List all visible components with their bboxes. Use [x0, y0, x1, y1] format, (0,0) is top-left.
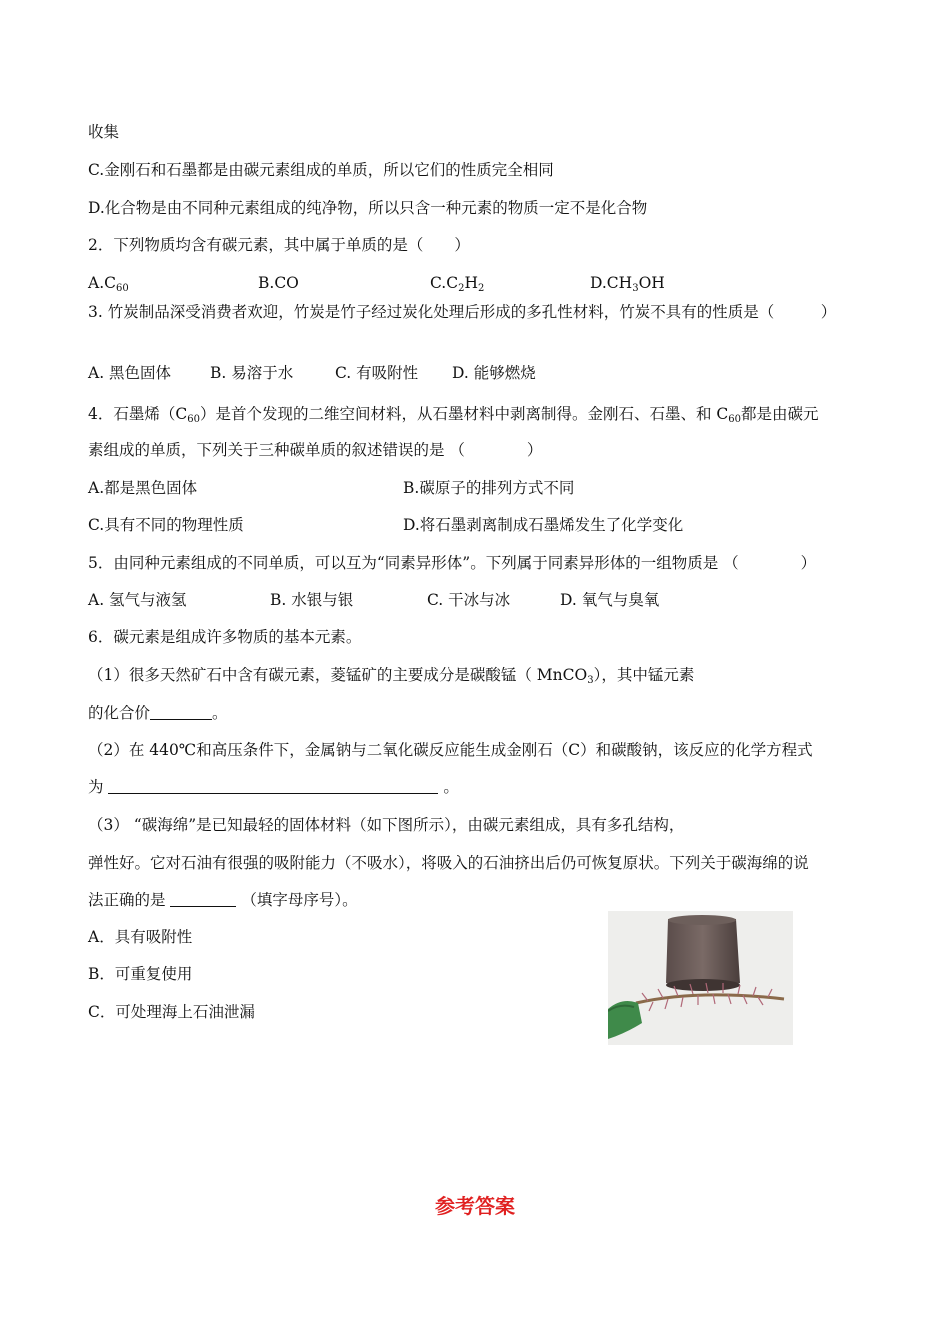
- q2-option-a: $A.C_{60}$: [88, 274, 129, 294]
- q4-option-c: C.具有不同的物理性质: [88, 516, 244, 534]
- q4-option-d: D.将石墨剥离制成石墨烯发生了化学变化: [403, 516, 684, 534]
- answer-blank: [150, 704, 212, 720]
- q4-option-a: A.都是黑色固体: [88, 479, 198, 497]
- q5-option-d: D. 氧气与臭氧: [560, 591, 660, 609]
- q6-option-c: C．可处理海上石油泄漏: [88, 1003, 255, 1021]
- q6-part3-line3: 法正确的是 （填字母序号）。: [88, 891, 358, 909]
- question-4-stem-line2: 素组成的单质，下列关于三种碳单质的叙述错误的是 （ ）: [88, 441, 543, 459]
- q6-part1-line2: 的化合价 。: [88, 704, 228, 722]
- q6-option-a: A．具有吸附性: [88, 928, 193, 946]
- question-5-stem: 5．由同种元素组成的不同单质，可以互为“同素异形体”。下列属于同素异形体的一组物质是 （ ）: [88, 554, 817, 572]
- question-3-stem: 3. 竹炭制品深受消费者欢迎，竹炭是竹子经过炭化处理后形成的多孔性材料，竹炭不具有的性质是（ ）: [88, 303, 837, 321]
- q2-option-d: $D.CH_3OH$: [590, 274, 665, 294]
- q6-part3-line2: 弹性好。它对石油有很强的吸附能力（不吸水），将吸入的石油挤出后仍可恢复原状。下列关于碳海绵的说: [88, 854, 809, 872]
- q5-option-a: A. 氢气与液氢: [88, 591, 187, 609]
- q4-option-b: B.碳原子的排列方式不同: [403, 479, 575, 497]
- carbon-sponge-photo: [608, 911, 793, 1045]
- text-line: 收集: [88, 123, 120, 141]
- q2-option-b: B.CO: [258, 274, 299, 292]
- q3-option-d: D. 能够燃烧: [452, 364, 536, 382]
- q6-part1-line1: （1）很多天然矿石中含有碳元素，菱锰矿的主要成分是碳酸锰（ MnCO$_3$），其中锰元素: [88, 666, 695, 686]
- answer-blank: [108, 778, 438, 794]
- q5-option-b: B. 水银与银: [270, 591, 354, 609]
- q3-option-a: A. 黑色固体: [88, 364, 172, 382]
- q5-option-c: C. 干冰与冰: [427, 591, 511, 609]
- answer-blank: [170, 891, 236, 907]
- question-2-stem: 2．下列物质均含有碳元素，其中属于单质的是（ ）: [88, 236, 470, 254]
- answer-section-title: 参考答案: [435, 1194, 515, 1218]
- q6-option-b: B．可重复使用: [88, 965, 193, 983]
- question-4-stem-line1: 4．石墨烯$(C_{60})$是首个发现的二维空间材料，从石墨材料中剥离制得。金刚石、石墨、和 $C_{60}$都是由碳元: [88, 405, 819, 425]
- q6-part2-line2: 为 。: [88, 778, 459, 796]
- q3-option-b: B. 易溶于水: [210, 364, 294, 382]
- option-d: D.化合物是由不同种元素组成的纯净物，所以只含一种元素的物质一定不是化合物: [88, 199, 648, 217]
- question-6-stem: 6．碳元素是组成许多物质的基本元素。: [88, 628, 362, 646]
- option-c: C.金刚石和石墨都是由碳元素组成的单质，所以它们的性质完全相同: [88, 161, 554, 179]
- q6-part2-line1: （2）在 440℃和高压条件下，金属钠与二氧化碳反应能生成金刚石（C）和碳酸钠，该反应的化学方程式: [88, 741, 813, 759]
- q2-option-c: $C.C_2H_2$: [430, 274, 485, 294]
- q6-part3-line1: （3） “碳海绵”是已知最轻的固体材料（如下图所示），由碳元素组成，具有多孔结构，: [88, 816, 685, 834]
- q3-option-c: C. 有吸附性: [335, 364, 419, 382]
